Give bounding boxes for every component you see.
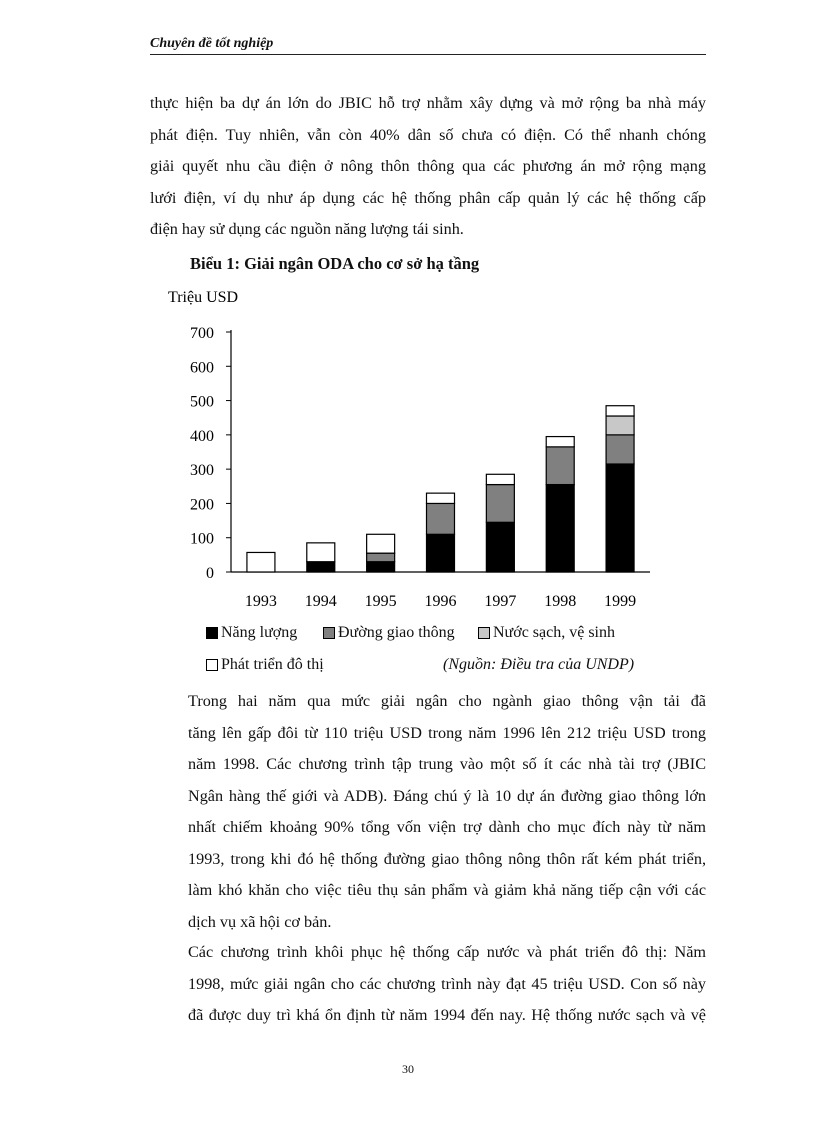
legend-label-duong-giao-thong: Đường giao thông: [338, 624, 455, 641]
x-tick-label: 1994: [304, 593, 337, 610]
x-tick-label: 1993: [244, 593, 277, 610]
legend-label-nang-luong: Năng lượng: [221, 624, 298, 641]
bar-1998-series-1: [546, 447, 574, 485]
text-line: dịch vụ xã hội cơ bản.: [188, 912, 332, 931]
bar-1995-series-1: [367, 553, 395, 562]
y-tick-label: 100: [190, 530, 214, 548]
bar-1995-series-0: [367, 562, 395, 572]
page-header: Chuyên đề tốt nghiệp: [150, 36, 706, 55]
text-line: tăng lên gấp đôi từ 110 triệu USD trong năm 1996 lên 212 triệu USD trong: [188, 723, 706, 742]
bar-1998-series-3: [546, 437, 574, 447]
bar-1997-series-3: [486, 474, 514, 484]
bar-1993-series-3: [247, 552, 275, 572]
x-tick-label: 1998: [544, 593, 577, 610]
chart-source: (Nguồn: Điều tra của UNDP): [443, 656, 635, 673]
bar-1997-series-1: [486, 485, 514, 523]
legend-label-phat-trien-do-thi: Phát triển đô thị: [221, 656, 324, 673]
text-line: phát điện. Tuy nhiên, vẫn còn 40% dân số chưa có điện. Có thể nhanh chóng: [150, 125, 706, 144]
bar-1997-series-0: [486, 522, 514, 572]
y-tick-label: 500: [190, 393, 214, 411]
text-line: nhất chiếm khoảng 90% tổng vốn viện trợ dành cho mục đích này từ năm: [188, 818, 706, 836]
bar-1999-series-2: [606, 416, 634, 435]
text-line: điện hay sử dụng các nguồn năng lượng tái sinh.: [150, 220, 464, 238]
bar-1995-series-3: [367, 534, 395, 553]
text-line: năm 1998. Các chương trình tập trung vào một số ít các nhà tài trợ (JBIC: [188, 755, 706, 773]
y-tick-label: 400: [190, 427, 214, 445]
x-tick-label: 1999: [604, 593, 637, 610]
legend-swatch-phat-trien-do-thi: [206, 659, 218, 671]
text-line: thực hiện ba dự án lớn do JBIC hỗ trợ nhằm xây dựng và mở rộng ba nhà máy: [150, 94, 706, 112]
legend-swatch-nang-luong: [206, 627, 218, 639]
legend-item-duong-giao-thong: [323, 624, 455, 642]
chart-title: Biểu 1: Giải ngân ODA cho cơ sở hạ tầng: [190, 254, 480, 273]
text-line: làm khó khăn cho việc tiêu thụ sản phẩm và giảm khả năng tiếp cận với các: [188, 881, 706, 899]
legend-label-nuoc-sach: Nước sạch, vệ sinh: [493, 624, 615, 641]
page-number: 30: [402, 1062, 414, 1076]
x-tick-label: 1997: [484, 593, 517, 610]
bar-1994-series-3: [307, 543, 335, 562]
legend-item-nuoc-sach: [478, 624, 615, 642]
bar-1999-series-0: [606, 464, 634, 572]
y-tick-label: 0: [206, 565, 214, 582]
bar-1996-series-1: [427, 503, 455, 534]
y-tick-label: 300: [190, 462, 214, 480]
x-tick-label: 1995: [364, 593, 397, 610]
text-line: giải quyết nhu cầu điện ở nông thôn thông qua các phương án mở rộng mạng: [150, 157, 706, 175]
text-line: lưới điện, ví dụ như áp dụng các hệ thống phân cấp quản lý các hệ thống cấp: [150, 188, 706, 207]
legend-item-nang-luong: [206, 624, 297, 642]
text-line: Các chương trình khôi phục hệ thống cấp nước và phát triển đô thị: Năm: [188, 943, 706, 961]
bar-1999-series-3: [606, 406, 634, 416]
paragraph-2: [150, 686, 706, 938]
bar-1999-series-1: [606, 435, 634, 464]
paragraph-3: [150, 937, 706, 1032]
legend-item-phat-trien-do-thi: [206, 656, 324, 674]
y-tick-label: 600: [190, 359, 214, 377]
legend-swatch-duong-giao-thong: [323, 627, 335, 639]
bar-1996-series-3: [427, 493, 455, 503]
text-line: 1998, mức giải ngân cho các chương trình này đạt 45 triệu USD. Con số này: [188, 974, 706, 993]
text-line: Ngân hàng thế giới và ADB). Đáng chú ý là 10 dự án đường giao thông lớn: [188, 786, 706, 805]
y-axis-label: Triệu USD: [168, 289, 239, 306]
y-tick-label: 200: [190, 496, 214, 514]
y-tick-label: 700: [190, 325, 214, 342]
bar-1996-series-0: [427, 534, 455, 572]
bar-chart: [150, 282, 670, 612]
text-line: 1993, trong khi đó hệ thống đường giao thông nông thôn rất kém phát triển,: [188, 849, 706, 868]
legend-swatch-nuoc-sach: [478, 627, 490, 639]
text-line: Trong hai năm qua mức giải ngân cho ngành giao thông vận tải đã: [188, 692, 706, 710]
x-tick-label: 1996: [424, 593, 457, 610]
bar-1998-series-0: [546, 485, 574, 572]
text-line: đã được duy trì khá ổn định từ năm 1994 đến nay. Hệ thống nước sạch và vệ: [188, 1006, 706, 1024]
paragraph-1: [150, 88, 706, 246]
bar-1994-series-0: [307, 562, 335, 572]
